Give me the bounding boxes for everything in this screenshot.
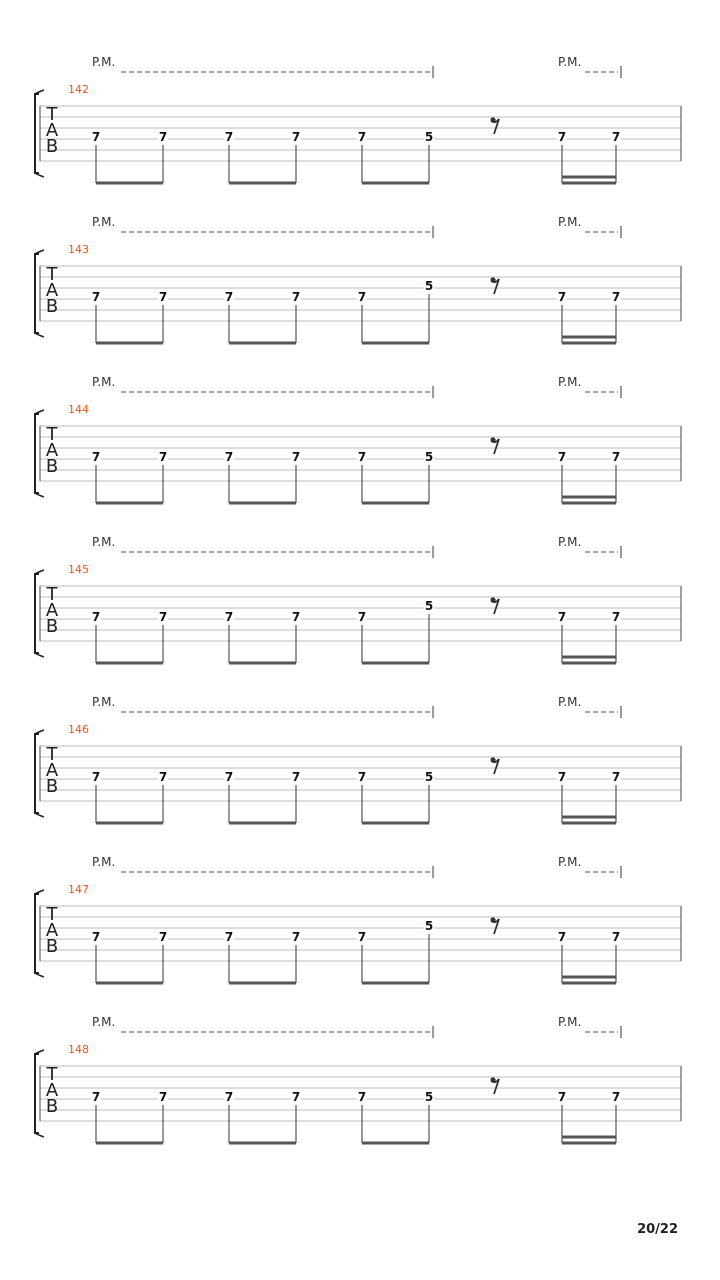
bracket-hook-top [35,730,44,734]
bracket-hook-bottom [35,173,44,177]
system-bracket [35,254,39,333]
fret-number: 7 [91,1090,101,1104]
tab-clef-letter: B [45,296,59,317]
tab-clef [44,584,60,637]
bracket-hook-top [35,90,44,94]
measure-number: 142 [68,83,89,96]
fret-number: 7 [557,130,567,144]
tab-system [0,210,720,370]
palm-mute-label: P.M. [558,855,582,869]
measure-number: 143 [68,243,89,256]
fret-number: 7 [611,770,621,784]
eighth-rest-icon [490,117,499,134]
tab-clef-letter: T [46,904,58,925]
measure-number: 147 [68,883,89,896]
fret-number: 7 [224,130,234,144]
fret-number: 7 [357,450,367,464]
palm-mute-label: P.M. [92,695,116,709]
fret-number: 5 [424,770,434,784]
fret-number: 7 [611,450,621,464]
system-bracket [35,894,39,973]
tab-clef-letter: B [45,456,59,477]
measure-number: 146 [68,723,89,736]
palm-mute-label: P.M. [92,215,116,229]
fret-number: 7 [357,1090,367,1104]
bracket-hook-top [35,1050,44,1054]
bracket-hook-bottom [35,493,44,497]
tab-clef-letter: T [46,264,58,285]
fret-number: 7 [557,450,567,464]
fret-number: 7 [224,930,234,944]
tab-clef-letter: B [45,136,59,157]
palm-mute-label: P.M. [558,1015,582,1029]
bracket-hook-top [35,570,44,574]
bracket-hook-top [35,250,44,254]
page-number: 20/22 [637,1222,678,1237]
bracket-hook-bottom [35,1133,44,1137]
fret-number: 7 [357,290,367,304]
fret-number: 7 [357,130,367,144]
palm-mute-label: P.M. [558,55,582,69]
system-bracket [35,94,39,173]
palm-mute-label: P.M. [92,855,116,869]
system-bracket [35,414,39,493]
fret-number: 7 [158,130,168,144]
palm-mute-label: P.M. [558,215,582,229]
tab-clef [44,104,60,157]
bracket-hook-bottom [35,333,44,337]
tab-clef-letter: A [45,760,59,781]
fret-number: 7 [158,450,168,464]
fret-number: 7 [158,290,168,304]
fret-number: 7 [611,930,621,944]
fret-number: 7 [91,770,101,784]
fret-number: 7 [557,610,567,624]
fret-number: 7 [291,1090,301,1104]
palm-mute-label: P.M. [558,535,582,549]
bracket-hook-bottom [35,653,44,657]
tab-clef [44,904,60,957]
fret-number: 7 [158,770,168,784]
eighth-rest-icon [490,1077,499,1094]
fret-number: 7 [357,610,367,624]
fret-number: 7 [91,930,101,944]
tab-clef-letter: T [46,424,58,445]
tab-clef-letter: A [45,600,59,621]
fret-number: 7 [291,450,301,464]
fret-number: 5 [424,279,434,293]
tab-clef-letter: T [46,584,58,605]
fret-number: 7 [291,290,301,304]
tab-clef-letter: B [45,1096,59,1117]
tab-clef-letter: T [46,744,58,765]
palm-mute-label: P.M. [92,535,116,549]
fret-number: 5 [424,919,434,933]
fret-number: 7 [291,770,301,784]
tab-clef [44,264,60,317]
fret-number: 7 [224,1090,234,1104]
fret-number: 7 [557,770,567,784]
palm-mute-label: P.M. [92,1015,116,1029]
eighth-rest-icon [490,437,499,454]
eighth-rest-icon [490,917,499,934]
bracket-hook-top [35,410,44,414]
eighth-rest-icon [490,597,499,614]
tab-clef [44,1064,60,1117]
bracket-hook-top [35,890,44,894]
eighth-rest-icon [490,277,499,294]
fret-number: 7 [611,130,621,144]
fret-number: 7 [357,770,367,784]
tab-system [0,690,720,850]
system-bracket [35,574,39,653]
fret-number: 7 [557,1090,567,1104]
fret-number: 7 [611,1090,621,1104]
fret-number: 5 [424,1090,434,1104]
palm-mute-label: P.M. [558,375,582,389]
eighth-rest-icon [490,757,499,774]
fret-number: 7 [611,290,621,304]
tab-clef-letter: T [46,1064,58,1085]
measure-number: 145 [68,563,89,576]
bracket-hook-bottom [35,973,44,977]
palm-mute-label: P.M. [92,375,116,389]
fret-number: 7 [158,610,168,624]
fret-number: 7 [158,930,168,944]
tab-clef-letter: A [45,1080,59,1101]
fret-number: 7 [224,770,234,784]
tab-system [0,1010,720,1170]
system-bracket [35,734,39,813]
fret-number: 7 [91,130,101,144]
tab-clef-letter: A [45,440,59,461]
fret-number: 7 [291,610,301,624]
system-bracket [35,1054,39,1133]
fret-number: 7 [91,610,101,624]
fret-number: 7 [158,1090,168,1104]
tab-system [0,370,720,530]
tab-clef [44,424,60,477]
palm-mute-label: P.M. [92,55,116,69]
tab-clef-letter: T [46,104,58,125]
tab-clef [44,744,60,797]
fret-number: 7 [291,130,301,144]
fret-number: 7 [91,450,101,464]
fret-number: 5 [424,599,434,613]
measure-number: 144 [68,403,89,416]
fret-number: 7 [91,290,101,304]
fret-number: 7 [224,610,234,624]
fret-number: 7 [557,290,567,304]
tab-system [0,530,720,690]
fret-number: 7 [357,930,367,944]
fret-number: 7 [224,290,234,304]
tab-clef-letter: A [45,120,59,141]
palm-mute-label: P.M. [558,695,582,709]
measure-number: 148 [68,1043,89,1056]
tab-system [0,50,720,210]
fret-number: 7 [611,610,621,624]
fret-number: 7 [291,930,301,944]
tab-clef-letter: B [45,776,59,797]
tab-clef-letter: A [45,920,59,941]
tab-clef-letter: A [45,280,59,301]
bracket-hook-bottom [35,813,44,817]
tab-clef-letter: B [45,936,59,957]
fret-number: 7 [557,930,567,944]
fret-number: 7 [224,450,234,464]
tab-system [0,850,720,1010]
tab-clef-letter: B [45,616,59,637]
fret-number: 5 [424,450,434,464]
fret-number: 5 [424,130,434,144]
